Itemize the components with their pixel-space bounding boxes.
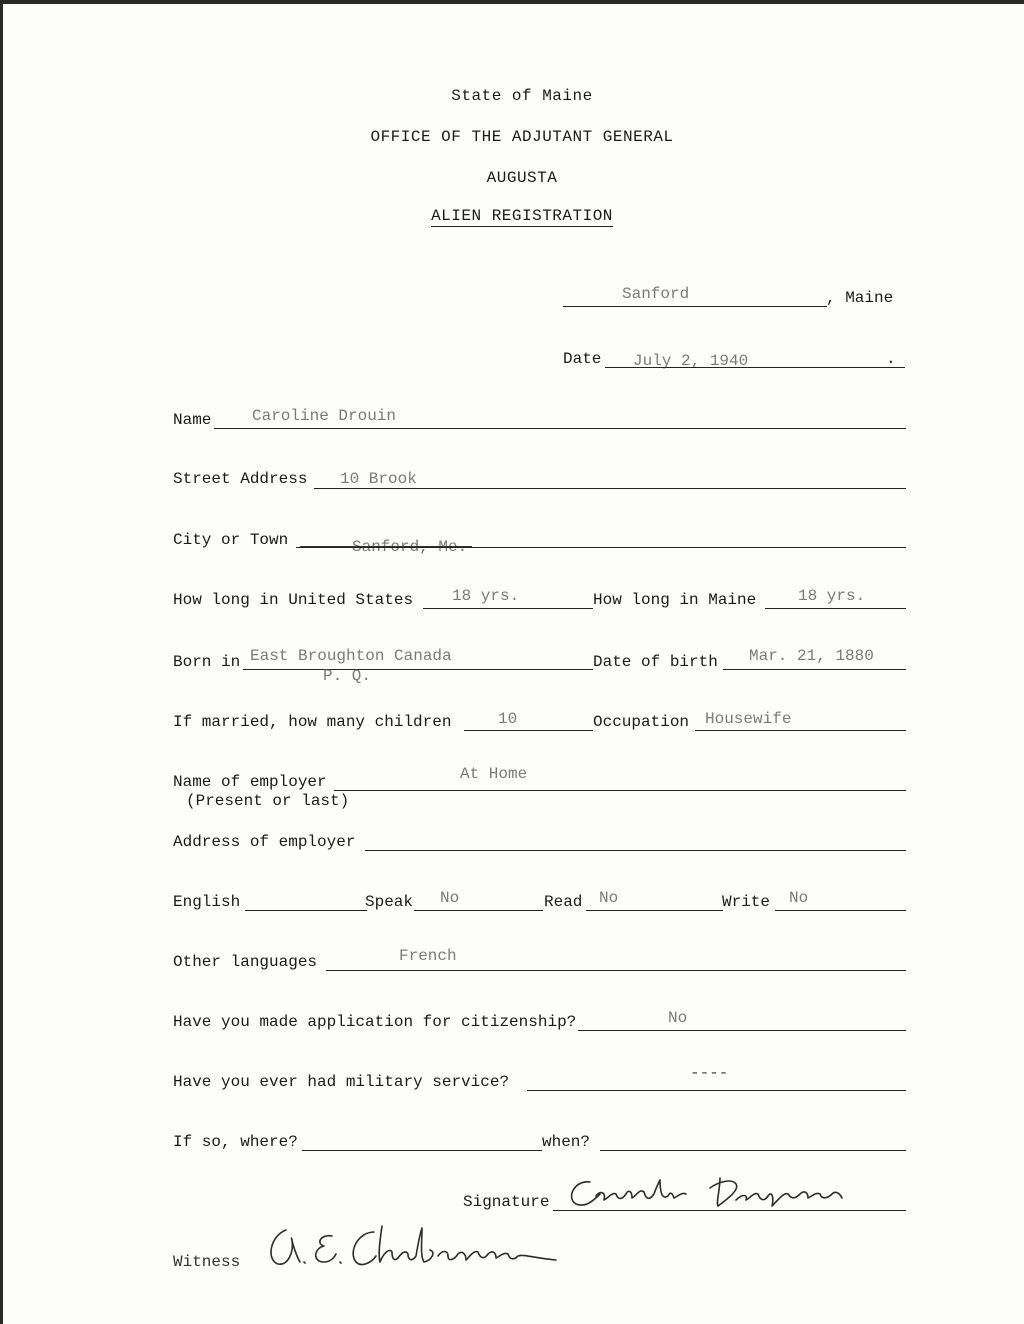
how-long-us-line [423,608,593,609]
header-state: State of Maine [451,87,593,105]
children-label: If married, how many children [173,713,452,731]
city-label: City or Town [173,531,289,549]
witness-label: Witness [173,1253,241,1271]
when-line [600,1150,906,1151]
citizenship-label: Have you made application for citizenship? [173,1013,577,1031]
write-line [775,910,906,911]
born-in-line [243,669,593,670]
header-title [0,207,1024,225]
when-label: when? [542,1133,591,1151]
where-label: If so, where? [173,1133,298,1151]
citizenship-value: No [668,1009,688,1027]
scan-top-edge [0,0,1024,4]
date-line [605,367,905,368]
city-value: Sanford, Me. [352,538,468,556]
children-line [464,730,593,731]
occupation-label: Occupation [593,713,690,731]
date-end: . [886,350,896,368]
header-city: AUGUSTA [486,169,558,187]
dob-label: Date of birth [593,653,718,671]
header-title-text: ALIEN REGISTRATION [431,207,613,225]
employer-line [334,790,906,791]
speak-value: No [440,889,460,907]
location-state: , Maine [826,289,894,307]
employer-value: At Home [460,765,528,783]
military-line [527,1090,906,1091]
military-label: Have you ever had military service? [173,1073,510,1091]
read-value: No [599,889,619,907]
how-long-us-label: How long in United States [173,591,414,609]
children-value: 10 [498,710,518,728]
write-value: No [789,889,809,907]
city-line [296,547,906,548]
read-line [586,910,723,911]
name-label: Name [173,411,212,429]
born-in-province: P. Q. [323,667,372,685]
write-label: Write [722,893,771,911]
citizenship-line [578,1030,906,1031]
born-in-label: Born in [173,653,241,671]
name-value: Caroline Drouin [252,407,397,425]
english-line [245,910,367,911]
born-in-value: East Broughton Canada [250,647,452,665]
signature-label: Signature [463,1193,550,1211]
other-languages-line [326,970,906,971]
how-long-maine-label: How long in Maine [593,591,757,609]
speak-label: Speak [365,893,414,911]
header-office: OFFICE OF THE ADJUTANT GENERAL [370,128,674,146]
employer-address-label: Address of employer [173,833,356,851]
occupation-line [695,730,906,731]
dob-line [723,669,906,670]
name-line [214,428,906,429]
signature-handwriting [560,1170,860,1218]
other-languages-label: Other languages [173,953,318,971]
employer-sublabel: (Present or last) [186,792,350,810]
street-label: Street Address [173,470,308,488]
location-line [563,306,827,307]
how-long-us-value: 18 yrs. [452,587,520,605]
where-line [302,1150,542,1151]
occupation-value: Housewife [705,710,792,728]
dob-value: Mar. 21, 1880 [749,647,874,665]
date-value: July 2, 1940 [633,352,749,370]
military-value: ---- [690,1064,729,1082]
speak-line [414,910,543,911]
location-town: Sanford [622,285,690,303]
employer-label: Name of employer [173,773,327,791]
english-label: English [173,893,241,911]
witness-handwriting [262,1222,562,1278]
other-languages-value: French [399,947,457,965]
how-long-maine-value: 18 yrs. [798,587,866,605]
street-value: 10 Brook [340,470,417,488]
employer-address-line [365,850,906,851]
scan-left-edge [0,0,3,1324]
read-label: Read [544,893,583,911]
street-line [314,488,906,489]
how-long-maine-line [765,608,906,609]
date-label: Date [563,350,602,368]
